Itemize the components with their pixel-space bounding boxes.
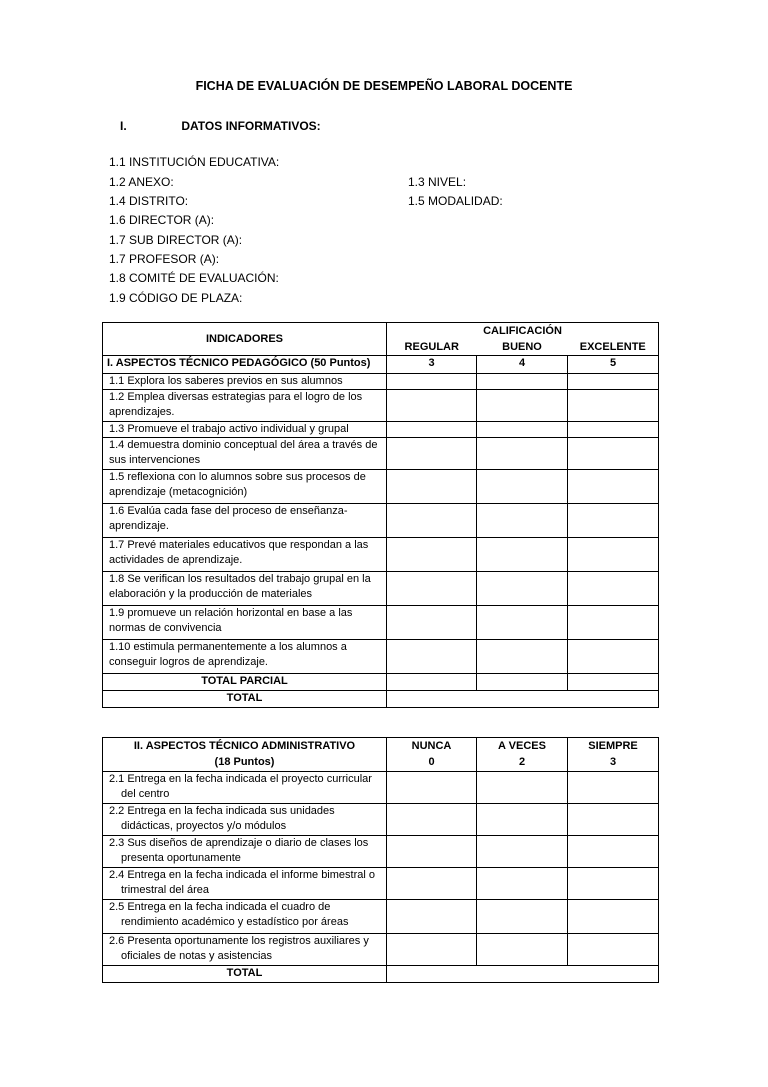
col-nunca: NUNCA	[387, 738, 477, 755]
indicator-line-2: sus intervenciones	[109, 454, 201, 466]
indicator-line-1: 2.6 Presenta oportunamente los registros auxiliares y	[109, 935, 369, 947]
rating-cell[interactable]	[568, 674, 659, 691]
table-row	[103, 772, 659, 804]
indicator-line-2: trimestral del área	[121, 884, 210, 896]
rating-cell[interactable]	[387, 640, 477, 674]
section-title-administrativo: II. ASPECTOS TÉCNICO ADMINISTRATIVO	[103, 738, 387, 755]
indicator-line-1: 2.1 Entrega en la fecha indicada el proyecto curricular	[109, 773, 372, 785]
total-value-cell[interactable]	[387, 691, 659, 708]
rating-cell[interactable]	[387, 804, 477, 836]
rating-cell[interactable]	[568, 934, 659, 966]
indicadores-header: INDICADORES	[103, 323, 387, 356]
table-row	[103, 868, 659, 900]
info-director: 1.6 DIRECTOR (A):	[109, 213, 215, 227]
rating-cell[interactable]	[477, 640, 568, 674]
total-row	[103, 966, 659, 983]
indicator-line-2: didácticas, proyectos y/o módulos	[121, 820, 287, 832]
indicator-line-2: del centro	[121, 788, 170, 800]
indicator-line-2: aprendizaje (metacognición)	[109, 486, 248, 498]
rating-cell[interactable]	[387, 390, 477, 422]
rating-cell[interactable]	[477, 900, 568, 934]
score-nunca: 0	[387, 755, 477, 772]
rating-cell[interactable]	[568, 538, 659, 572]
rating-cell[interactable]	[568, 900, 659, 934]
rating-cell[interactable]	[568, 868, 659, 900]
score-a-veces: 2	[477, 755, 568, 772]
indicator-line-1: 1.9 promueve un relación horizontal en base a las	[109, 607, 353, 619]
info-modalidad: 1.5 MODALIDAD:	[408, 194, 503, 208]
rating-cell[interactable]	[568, 504, 659, 538]
total-label: TOTAL	[103, 966, 387, 983]
indicator-label	[103, 900, 387, 934]
indicator-line-1: 1.2 Emplea diversas estrategias para el logro de los	[109, 391, 363, 403]
total-parcial-row	[103, 674, 659, 691]
indicator-label	[103, 804, 387, 836]
indicator-line-1: 1.6 Evalúa cada fase del proceso de enseñanza-	[109, 505, 348, 517]
table-row	[103, 422, 659, 438]
total-row	[103, 691, 659, 708]
indicator-label	[103, 934, 387, 966]
info-anexo: 1.2 ANEXO:	[109, 175, 174, 189]
table-row	[103, 572, 659, 606]
total-label: TOTAL	[103, 691, 387, 708]
indicator-line-2: presenta oportunamente	[121, 852, 241, 864]
rating-cell[interactable]	[387, 674, 477, 691]
info-nivel: 1.3 NIVEL:	[408, 175, 467, 189]
rating-cell[interactable]	[387, 504, 477, 538]
indicator-label	[103, 504, 387, 538]
score-bueno: 4	[477, 356, 568, 374]
indicator-line-1: 1.10 estimula permanentemente a los alumnos a	[109, 641, 347, 653]
rating-cell[interactable]	[477, 422, 568, 438]
indicator-label: 1.1 Explora los saberes previos en sus alumnos	[103, 374, 387, 390]
info-subdirector: 1.7 SUB DIRECTOR (A):	[109, 233, 243, 247]
indicator-line-1: 2.5 Entrega en la fecha indicada el cuadro de	[109, 901, 331, 913]
rating-cell[interactable]	[477, 470, 568, 504]
rating-cell[interactable]	[477, 390, 568, 422]
rating-cell[interactable]	[477, 804, 568, 836]
indicator-label	[103, 640, 387, 674]
indicator-line-2: rendimiento académico y estadístico por áreas	[121, 916, 349, 928]
indicator-line-1: 1.5 reflexiona con lo alumnos sobre sus procesos de	[109, 471, 366, 483]
indicator-label	[103, 390, 387, 422]
rating-cell[interactable]	[477, 868, 568, 900]
table-row	[103, 640, 659, 674]
rating-cell[interactable]	[568, 572, 659, 606]
rating-cell[interactable]	[477, 374, 568, 390]
section-title: DATOS INFORMATIVOS:	[181, 119, 321, 133]
rating-cell[interactable]	[568, 390, 659, 422]
info-distrito: 1.4 DISTRITO:	[109, 194, 189, 208]
section-title-pedagogico: I. ASPECTOS TÉCNICO PEDAGÓGICO (50 Puntos)	[103, 356, 387, 374]
rating-cell[interactable]	[387, 470, 477, 504]
section-heading-datos	[120, 119, 321, 133]
indicator-line-2: actividades de aprendizaje.	[109, 554, 243, 566]
score-excelente: 5	[568, 356, 659, 374]
table-row	[103, 836, 659, 868]
table-row	[103, 504, 659, 538]
rating-cell[interactable]	[387, 772, 477, 804]
info-profesor: 1.7 PROFESOR (A):	[109, 252, 220, 266]
indicator-label	[103, 836, 387, 868]
calificacion-header: CALIFICACIÓN	[387, 323, 659, 340]
rating-cell[interactable]	[387, 538, 477, 572]
rating-cell[interactable]	[568, 772, 659, 804]
evaluation-table-administrativo	[102, 737, 659, 983]
rating-cell[interactable]	[568, 606, 659, 640]
indicator-line-2: aprendizaje.	[109, 520, 169, 532]
col-siempre: SIEMPRE	[568, 738, 659, 755]
indicator-label	[103, 438, 387, 470]
rating-cell[interactable]	[477, 606, 568, 640]
rating-cell[interactable]	[568, 836, 659, 868]
indicator-line-1: 2.3 Sus diseños de aprendizaje o diario de clases los	[109, 837, 369, 849]
rating-cell[interactable]	[477, 538, 568, 572]
table-row	[103, 374, 659, 390]
indicator-line-1: 1.7 Prevé materiales educativos que respondan a las	[109, 539, 369, 551]
table-row	[103, 900, 659, 934]
indicator-label	[103, 868, 387, 900]
rating-cell[interactable]	[568, 804, 659, 836]
rating-cell[interactable]	[477, 934, 568, 966]
table-row	[103, 804, 659, 836]
rating-cell[interactable]	[387, 868, 477, 900]
indicator-label: 1.3 Promueve el trabajo activo individual y grupal	[103, 422, 387, 438]
rating-cell[interactable]	[387, 900, 477, 934]
score-siempre: 3	[568, 755, 659, 772]
rating-cell[interactable]	[477, 504, 568, 538]
table-row	[103, 390, 659, 422]
table-row	[103, 438, 659, 470]
indicator-label	[103, 470, 387, 504]
rating-cell[interactable]	[568, 422, 659, 438]
section-points-administrativo: (18 Puntos)	[103, 755, 387, 772]
indicator-line-2: conseguir logros de aprendizaje.	[109, 656, 268, 668]
table-row	[103, 470, 659, 504]
table-row	[103, 606, 659, 640]
indicator-line-2: oficiales de notas y asistencias	[121, 950, 273, 962]
rating-cell[interactable]	[477, 572, 568, 606]
info-codigo: 1.9 CÓDIGO DE PLAZA:	[109, 291, 243, 305]
table-row	[103, 538, 659, 572]
section-numeral: I.	[120, 119, 127, 133]
rating-cell[interactable]	[477, 836, 568, 868]
col-regular: REGULAR	[387, 340, 477, 356]
indicator-label	[103, 572, 387, 606]
indicator-line-2: aprendizajes.	[109, 406, 175, 418]
rating-cell[interactable]	[387, 374, 477, 390]
rating-cell[interactable]	[477, 772, 568, 804]
col-a-veces: A VECES	[477, 738, 568, 755]
evaluation-table-pedagogico	[102, 322, 659, 708]
rating-cell[interactable]	[387, 606, 477, 640]
indicator-line-1: 1.4 demuestra dominio conceptual del área a través de	[109, 439, 378, 451]
rating-cell[interactable]	[387, 422, 477, 438]
info-comite: 1.8 COMITÉ DE EVALUACIÓN:	[109, 271, 279, 285]
rating-cell[interactable]	[568, 640, 659, 674]
indicator-line-1: 2.2 Entrega en la fecha indicada sus unidades	[109, 805, 335, 817]
rating-cell[interactable]	[387, 438, 477, 470]
indicator-line-2: normas de convivencia	[109, 622, 222, 634]
col-excelente: EXCELENTE	[568, 340, 659, 356]
indicator-line-2: elaboración y la producción de materiales	[109, 588, 313, 600]
table-row	[103, 934, 659, 966]
rating-cell[interactable]	[387, 572, 477, 606]
score-regular: 3	[387, 356, 477, 374]
total-parcial-label: TOTAL PARCIAL	[103, 674, 387, 691]
indicator-line-1: 2.4 Entrega en la fecha indicada el informe bimestral o	[109, 869, 375, 881]
indicator-label	[103, 538, 387, 572]
total-value-cell[interactable]	[387, 966, 659, 983]
rating-cell[interactable]	[568, 470, 659, 504]
indicator-label	[103, 772, 387, 804]
rating-cell[interactable]	[387, 934, 477, 966]
indicator-line-1: 1.8 Se verifican los resultados del trabajo grupal en la	[109, 573, 371, 585]
rating-cell[interactable]	[477, 674, 568, 691]
rating-cell[interactable]	[387, 836, 477, 868]
info-institucion: 1.1 INSTITUCIÓN EDUCATIVA:	[109, 155, 280, 169]
rating-cell[interactable]	[568, 438, 659, 470]
rating-cell[interactable]	[568, 374, 659, 390]
page-title: FICHA DE EVALUACIÓN DE DESEMPEÑO LABORAL DOCENTE	[195, 79, 573, 93]
rating-cell[interactable]	[477, 438, 568, 470]
col-bueno: BUENO	[477, 340, 568, 356]
indicator-label	[103, 606, 387, 640]
